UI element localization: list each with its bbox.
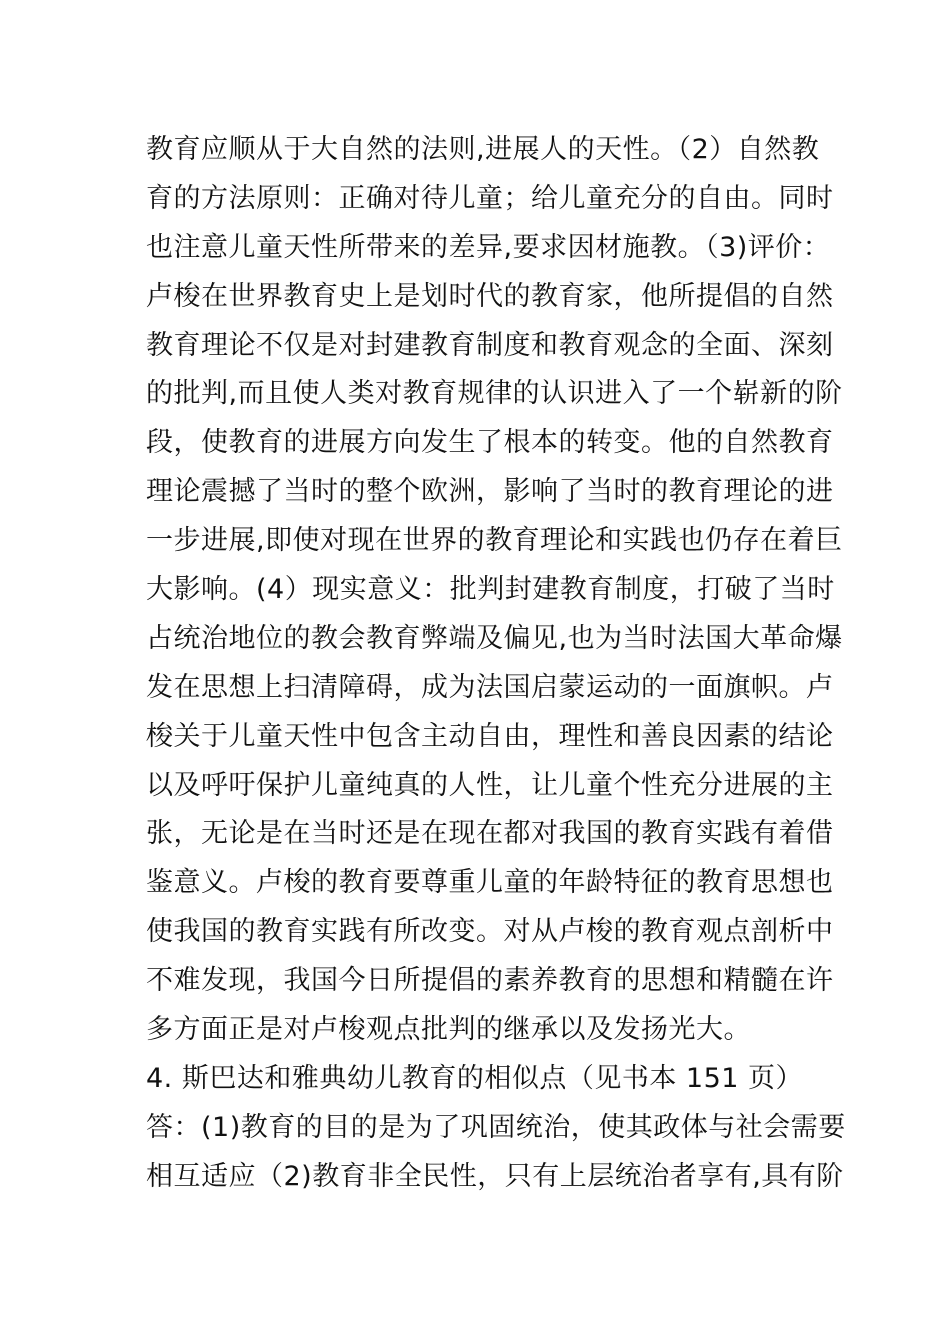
- question-heading: 4. 斯巴达和雅典幼儿教育的相似点（见书本 151 页）: [146, 1062, 804, 1094]
- answer-line: 相互适应（2)教育非全民性，只有上层统治者享有,具有阶: [146, 1160, 844, 1192]
- text-line: 段，使教育的进展方向发生了根本的转变。他的自然教育: [146, 427, 834, 459]
- text-line: 占统治地位的教会教育弊端及偏见,也为当时法国大革命爆: [146, 622, 843, 654]
- text-line: 教育应顺从于大自然的法则,进展人的天性。（2）自然教: [146, 134, 820, 165]
- text-line: 一步进展,即使对现在世界的教育理论和实践也仍存在着巨: [146, 525, 843, 557]
- text-line: 教育理论不仅是对封建教育制度和教育观念的全面、深刻: [146, 329, 834, 361]
- text-line: 张，无论是在当时还是在现在都对我国的教育实践有着借: [146, 818, 834, 850]
- text-line: 梭关于儿童天性中包含主动自由，理性和善良因素的结论: [146, 720, 834, 752]
- text-line: 育的方法原则：正确对待儿童；给儿童充分的自由。同时: [146, 182, 834, 214]
- text-line: 也注意儿童天性所带来的差异,要求因材施教。（3)评价：: [146, 231, 831, 263]
- text-line: 理论震撼了当时的整个欧洲，影响了当时的教育理论的进: [146, 476, 834, 508]
- text-line: 鉴意义。卢梭的教育要尊重儿童的年龄特征的教育思想也: [146, 867, 834, 899]
- answer-line: 答：(1)教育的目的是为了巩固统治，使其政体与社会需要: [146, 1111, 846, 1143]
- text-line: 多方面正是对卢梭观点批判的继承以及发扬光大。: [146, 1014, 751, 1046]
- text-line: 发在思想上扫清障碍，成为法国启蒙运动的一面旗帜。卢: [146, 671, 834, 703]
- text-line: 以及呼吁保护儿童纯真的人性，让儿童个性充分进展的主: [146, 769, 834, 801]
- text-line: 大影响。(4）现实意义：批判封建教育制度，打破了当时: [146, 574, 835, 606]
- text-line: 卢梭在世界教育史上是划时代的教育家，他所提倡的自然: [146, 280, 834, 312]
- body-text: [146, 126, 846, 1202]
- text-line: 使我国的教育实践有所改变。对从卢梭的教育观点剖析中: [146, 916, 834, 948]
- text-line: 的批判,而且使人类对教育规律的认识进入了一个崭新的阶: [146, 378, 843, 410]
- text-line: 不难发现，我国今日所提倡的素养教育的思想和精髓在许: [146, 965, 834, 997]
